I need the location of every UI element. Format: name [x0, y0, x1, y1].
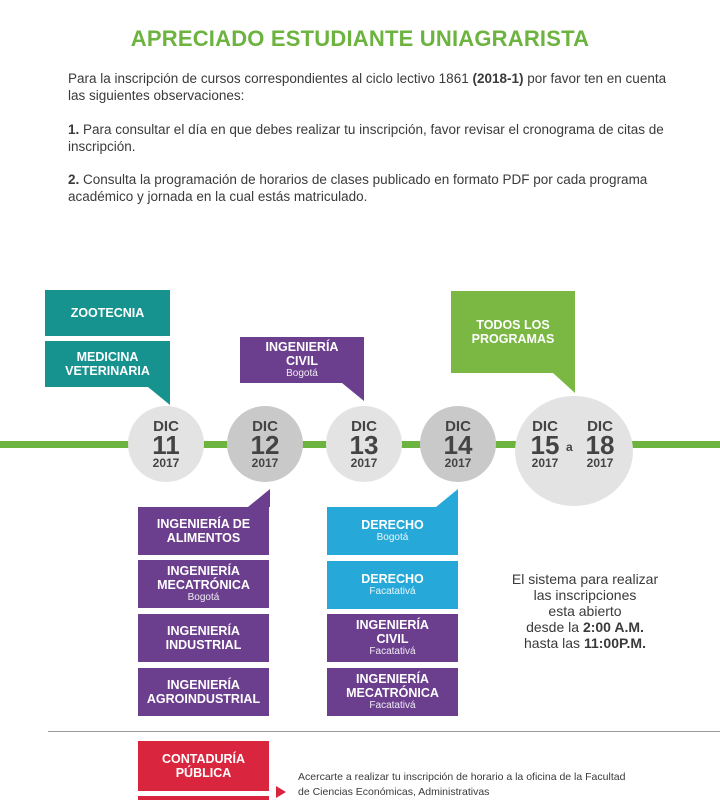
- program-ingenieria-agroindustrial: [138, 668, 269, 716]
- date-year: 2017: [586, 456, 614, 470]
- intro-text: Para la inscripción de cursos correspondientes al ciclo lectivo 1861: [68, 71, 473, 86]
- section-divider: [48, 731, 720, 732]
- program-ingenieria-civil-campus: Bogotá: [286, 368, 318, 379]
- date-dec-14: [420, 406, 496, 482]
- arrow-right-icon: [276, 786, 286, 798]
- program-medicina-veterinaria-label: MEDICINA VETERINARIA: [65, 350, 150, 378]
- date-day: 18: [585, 430, 615, 460]
- system-note-line: esta abierto: [548, 603, 622, 619]
- date-year: 2017: [251, 456, 279, 470]
- observation-2-text: Consulta la programación de horarios de clases publicado en formato PDF por cada programa académico y jornada en la cual estás matriculado.: [68, 172, 648, 204]
- date-month: DIC: [445, 418, 471, 435]
- program-ingenieria-civil-facatativa: [327, 614, 458, 662]
- observation-1: [68, 121, 668, 155]
- intro-paragraph: [68, 70, 668, 104]
- system-note-to: [500, 635, 670, 651]
- intro-cycle: (2018-1): [472, 71, 524, 86]
- program-campus: Bogotá: [376, 532, 409, 543]
- date-dec-13: [326, 406, 402, 482]
- from-time: 2:00 A.M.: [582, 619, 644, 635]
- page-title: APRECIADO ESTUDIANTE UNIAGRARISTA: [130, 26, 590, 51]
- date-month: DIC: [587, 418, 613, 435]
- program-label: INGENIERÍA AGROINDUSTRIAL: [146, 678, 261, 706]
- system-note-line: las inscripciones: [533, 587, 637, 603]
- intro-text-end: por favor ten en cuenta las siguientes observaciones:: [68, 71, 667, 103]
- program-todos: [451, 291, 575, 373]
- pointer-dec11: [148, 387, 170, 405]
- observation-2: [68, 171, 668, 205]
- program-label: DERECHO: [361, 572, 424, 586]
- program-ingenieria-alimentos: [138, 507, 269, 555]
- observation-1-text: Para consultar el día en que debes realizar tu inscripción, favor revisar el cronograma de citas de inscripción.: [68, 122, 664, 154]
- date-month: DIC: [351, 418, 377, 435]
- date-dec-12: [227, 406, 303, 482]
- date-range-conjunction: a: [566, 440, 573, 454]
- program-box-edge: [138, 796, 269, 800]
- date-month: DIC: [153, 418, 179, 435]
- date-dec-11: [128, 406, 204, 482]
- date-month: DIC: [532, 418, 558, 435]
- pointer-dec15: [553, 373, 575, 393]
- program-ingenieria-mecatronica-facatativa: [327, 668, 458, 716]
- to-label: hasta las: [524, 635, 584, 651]
- system-hours-note: [500, 571, 670, 651]
- program-label: INGENIERÍA DE ALIMENTOS: [156, 517, 251, 545]
- program-label: INGENIERÍA INDUSTRIAL: [165, 624, 242, 652]
- pointer-dec12-top: [342, 383, 364, 401]
- program-contaduria-label: CONTADURÍA PÚBLICA: [161, 752, 246, 780]
- program-zootecnia: [45, 290, 170, 336]
- date-year: 2017: [350, 456, 378, 470]
- observation-2-number: 2.: [68, 172, 80, 187]
- to-time: 11:00P.M.: [583, 635, 646, 651]
- program-campus: Bogotá: [187, 592, 220, 603]
- program-campus: Facatativá: [369, 586, 416, 597]
- program-ingenieria-civil-label: INGENIERÍA CIVIL: [265, 340, 339, 368]
- program-medicina-veterinaria: [45, 341, 170, 387]
- date-month: DIC: [252, 418, 278, 435]
- program-contaduria-publica: [138, 741, 269, 791]
- program-label: INGENIERÍA MECATRÓNICA: [157, 564, 250, 592]
- program-campus: Facatativá: [369, 646, 416, 657]
- program-campus: Facatativá: [369, 700, 416, 711]
- program-label: INGENIERÍA CIVIL: [356, 618, 429, 646]
- system-note-line: El sistema para realizar: [511, 571, 659, 587]
- date-year: 2017: [444, 456, 472, 470]
- date-day: 15: [530, 430, 560, 460]
- program-label: DERECHO: [361, 518, 424, 532]
- office-note: Acercarte a realizar tu inscripción de horario a la oficina de la Facultad de Ciencias Económicas, Administrativas: [298, 771, 626, 798]
- from-label: desde la: [526, 619, 583, 635]
- date-year: 2017: [531, 456, 559, 470]
- program-zootecnia-label: ZOOTECNIA: [70, 306, 145, 320]
- program-ingenieria-mecatronica-bogota: [138, 560, 269, 608]
- date-day: 13: [349, 430, 379, 460]
- program-todos-label: TODOS LOS PROGRAMAS: [471, 318, 555, 346]
- date-day: 14: [443, 430, 473, 460]
- observation-1-number: 1.: [68, 122, 80, 137]
- program-derecho-facatativa: [327, 561, 458, 609]
- date-year: 2017: [152, 456, 180, 470]
- program-label: INGENIERÍA MECATRÓNICA: [346, 672, 439, 700]
- pointer-dec12-bottom: [248, 489, 270, 507]
- date-day: 12: [250, 430, 280, 460]
- program-ingenieria-civil-bogota: [240, 337, 364, 383]
- date-day: 11: [152, 430, 180, 460]
- system-note-from: [500, 619, 670, 635]
- program-derecho-bogota: [327, 507, 458, 555]
- date-dec-15-18: [515, 396, 633, 506]
- pointer-dec14-bottom: [436, 489, 458, 507]
- program-ingenieria-industrial: [138, 614, 269, 662]
